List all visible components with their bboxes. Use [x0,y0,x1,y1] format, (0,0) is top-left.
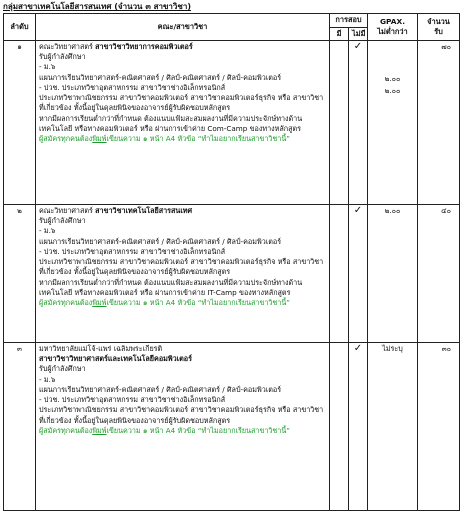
table-row [4,205,460,343]
row-number: ๑ [4,41,36,205]
exam-yes-cell [330,205,349,343]
essay-note: ผู้สมัครทุกคนต้องพิมพ์เขียนความ ๑ หน้า A4 หัวข้อ “ทำไมอยากเรียนสาขาวิชานี้” [39,425,290,435]
program-description [36,205,330,343]
faculty-name: มหาวิทยาลัยแม่โจ้-แพร่ เฉลิมพระเกียรติ [39,344,163,354]
program-description [36,343,330,511]
accept-text: รับผู้กำลังศึกษา [39,52,86,62]
level-m6: - ม.๖ [39,62,56,72]
programs-table [3,13,460,511]
major-name: สาขาวิชาวิทยาการคอมพิวเตอร์ [95,42,193,52]
table-row [4,343,460,511]
level-vocational: - ปวช. ประเภทวิชาอุตสาหกรรม สาขาวิชาช่างอิเล็กทรอนิกส์ [39,395,226,405]
level-m6: - ม.๖ [39,374,56,384]
level-vocational: - ปวช. ประเภทวิชาอุตสาหกรรม สาขาวิชาช่างอิเล็กทรอนิกส์ [39,82,226,92]
accept-text: รับผู้กำลังศึกษา [39,216,86,226]
essay-note: ผู้สมัครทุกคนต้องพิมพ์เขียนความ ๑ หน้า A4 หัวข้อ “ทำไมอยากเรียนสาขาวิชานี้” [39,298,290,307]
page-title: กลุ่มสาขาเทคโนโลยีสารสนเทศ (จำนวน ๓ สาขาวิชา) [3,2,191,11]
header-no: ลำดับ [4,14,36,41]
row-number: ๓ [4,343,36,511]
plan-m6: แผนการเรียนวิทยาศาสตร์-คณิตศาสตร์ / ศิลป์-คณิตศาสตร์ / ศิลป์-คอมพิวเตอร์ [39,384,282,394]
exam-no-check: ✓ [349,205,368,343]
level-vocational: - ปวช. ประเภทวิชาอุตสาหกรรม สาขาวิชาช่างอิเล็กทรอนิกส์ [39,246,226,256]
plan-m6: แผนการเรียนวิทยาศาสตร์-คณิตศาสตร์ / ศิลป์-คณิตศาสตร์ / ศิลป์-คอมพิวเตอร์ [39,236,282,246]
header-exam-yes: มี [330,27,349,41]
plan-vocational: ประเภทวิชาพาณิชยกรรม สาขาวิชาคอมพิวเตอร์ สาขาวิชาคอมพิวเตอร์ธุรกิจ หรือ สาขาวิชาที่เกี่ยวข้อง ทั้งนี้อยู่ในดุลยพินิจของอาจารย์ผู้รับผิดชอบหลักสูตร [39,93,324,113]
plan-m6: แผนการเรียนวิทยาศาสตร์-คณิตศาสตร์ / ศิลป์-คณิตศาสตร์ / ศิลป์-คอมพิวเตอร์ [39,72,282,82]
header-gpax: GPAX. ไม่ต่ำกว่า [368,14,418,41]
seats-cell: ๔๐ [418,205,460,343]
table-row [4,41,460,205]
gpax-cell: ๒.๐๐ ๒.๐๐ [368,41,418,205]
accept-text: รับผู้กำลังศึกษา [39,364,86,374]
gpax-cell: ไม่ระบุ [368,343,418,511]
program-description [36,41,330,205]
exam-yes-cell [330,343,349,511]
exam-no-check: ✓ [349,41,368,205]
header-exam-no: ไม่มี [349,27,368,41]
faculty-name: คณะวิทยาศาสตร์ [39,206,93,216]
header-seats: จำนวน รับ [418,14,460,41]
major-name: สาขาวิชาวิทยาศาสตร์และเทคโนโลยีคอมพิวเตอร์ [39,354,192,364]
faculty-name: คณะวิทยาศาสตร์ [39,42,93,52]
exam-yes-cell [330,41,349,205]
header-exam: การสอบ [330,14,368,28]
row-number: ๒ [4,205,36,343]
exam-no-check: ✓ [349,343,368,511]
gpax-cell: ๒.๐๐ [368,205,418,343]
seats-cell: ๗๐ [418,41,460,205]
seats-cell: ๓๐ [418,343,460,511]
header-faculty: คณะ/สาขาวิชา [36,14,330,41]
plan-vocational: ประเภทวิชาพาณิชยกรรม สาขาวิชาคอมพิวเตอร์ สาขาวิชาคอมพิวเตอร์ธุรกิจ หรือ สาขาวิชาที่เกี่ยวข้อง ทั้งนี้อยู่ในดุลยพินิจของอาจารย์ผู้รับผิดชอบหลักสูตร [39,257,324,277]
major-name: สาขาวิชาเทคโนโลยีสารสนเทศ [95,206,193,216]
condition-text: หากมีผลการเรียนต่ำกว่าที่กำหนด ต้องแนบแฟ้มสะสมผลงานที่มีความประจักษ์ทางด้านเทคโนโลยี หรือทางคอมพิวเตอร์ หรือ ผ่านการเข้าค่าย IT-Camp ของทางหลักสูตร [39,277,303,297]
level-m6: - ม.๖ [39,226,56,236]
essay-note: ผู้สมัครทุกคนต้องพิมพ์เขียนความ ๑ หน้า A4 หัวข้อ “ทำไมอยากเรียนสาขาวิชานี้” [39,134,290,143]
condition-text: หากมีผลการเรียนต่ำกว่าที่กำหนด ต้องแนบแฟ้มสะสมผลงานที่มีความประจักษ์ทางด้านเทคโนโลยี หรือทางคอมพิวเตอร์ หรือ ผ่านการเข้าค่าย Com-Camp ของทางหลักสูตร [39,113,303,133]
plan-vocational: ประเภทวิชาพาณิชยกรรม สาขาวิชาคอมพิวเตอร์ สาขาวิชาคอมพิวเตอร์ธุรกิจ หรือ สาขาวิชาที่เกี่ยวข้อง ทั้งนี้อยู่ในดุลยพินิจของอาจารย์ผู้รับผิดชอบหลักสูตร [39,405,324,425]
